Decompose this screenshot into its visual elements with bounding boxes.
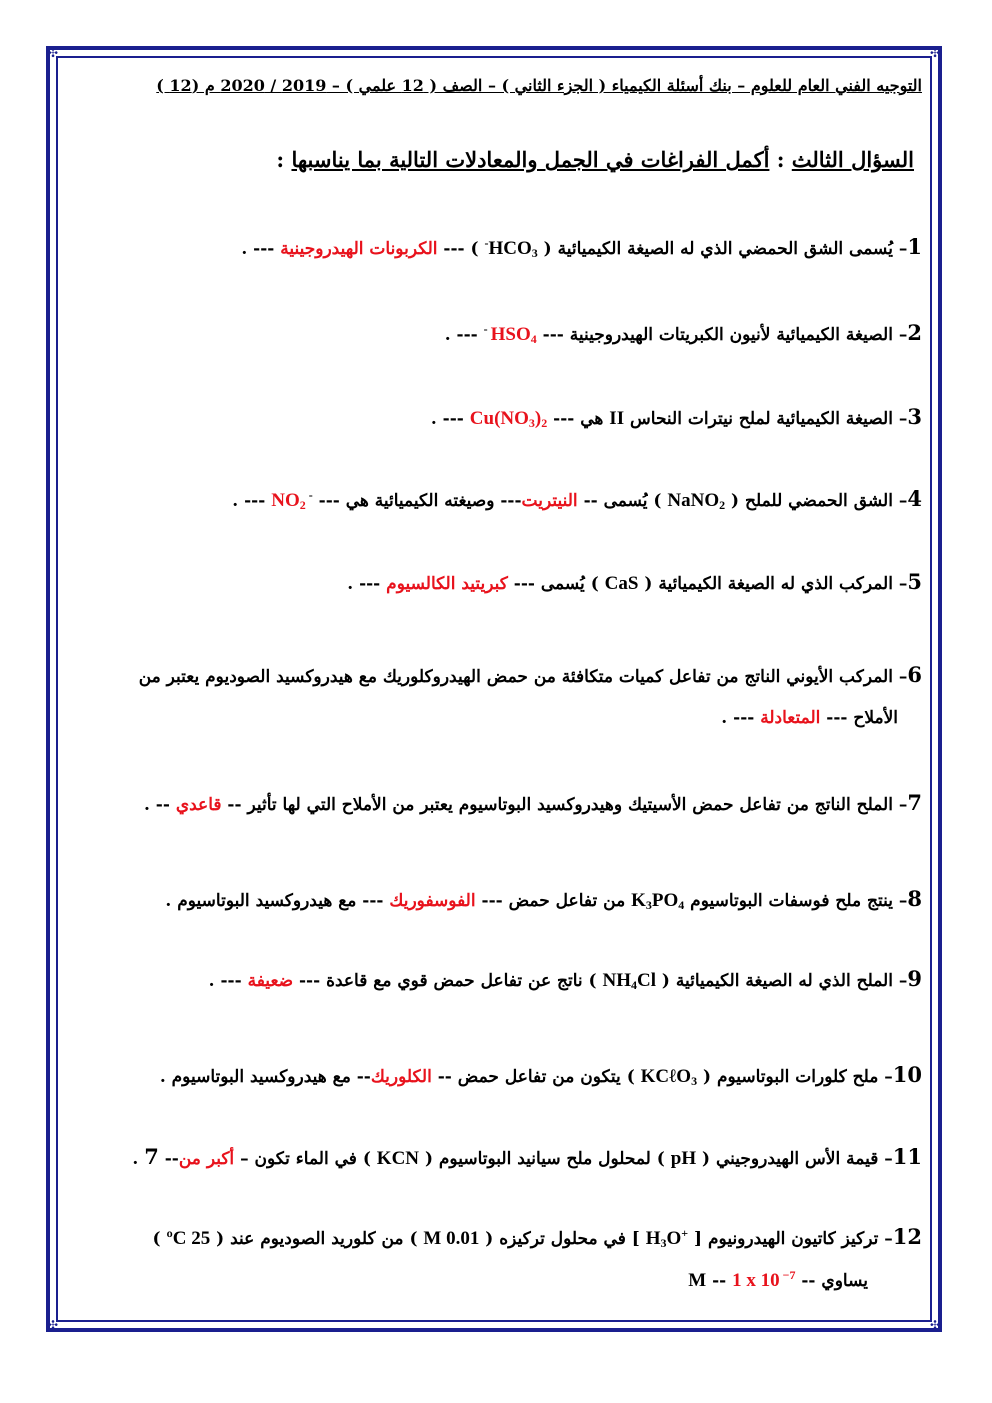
answer: المتعادلة: [760, 708, 821, 728]
item-6-line-2: الأملاح --- المتعادلة --- .: [721, 708, 898, 728]
item-2: 2– الصيغة الكيميائية لأنيون الكبريتات الهيدروجينية --- $HSO_4$ - --- .: [444, 320, 922, 346]
question-label: السؤال الثالث: [791, 147, 914, 172]
corner-ornament-icon: ✣: [929, 46, 941, 60]
item-12: 12– تركيز كاتيون الهيدرونيوم [ $H_3O^+$ ] في محلول تركيزه ( 0.01 M ) من كلوريد الصوديوم عند ( 25 ºC ): [152, 1224, 922, 1250]
item-8: 8– ينتج ملح فوسفات البوتاسيوم $K_3PO_4$ من تفاعل حمض --- الفوسفوريك --- مع هيدروكسيد البوتاسيوم .: [165, 886, 922, 912]
page-content: [70, 72, 922, 1291]
answer: الفوسفوريك: [389, 891, 476, 911]
item-5: 5– المركب الذي له الصيغة الكيميائية ( CaS ) يُسمى --- كبريتيد الكالسيوم --- .: [347, 569, 922, 594]
corner-ornament-icon: ✣: [929, 1318, 941, 1332]
corner-ornament-icon: ✣: [47, 1318, 59, 1332]
item-12-line-2: يساوي -- 1 x 10 $^{-7}$ -- M: [688, 1268, 868, 1291]
page-header: التوجيه الفني العام للعلوم – بنك أسئلة الكيمياء ( الجزء الثاني ) – الصف ( 12 علمي ) – 2019 / 2020 م (12 ): [156, 76, 922, 95]
answer: 1 x 10: [732, 1270, 780, 1291]
answer: $Cu(NO_3)_2$: [469, 408, 548, 430]
item-11: 11– قيمة الأس الهيدروجيني ( pH ) لمحلول ملح سيانيد البوتاسيوم ( KCN ) في الماء تكون – أكبر من-- 7 .: [132, 1144, 922, 1169]
question-instruction: أكمل الفراغات في الجمل والمعادلات التالية بما يناسبها: [291, 147, 770, 172]
answer: قاعدي: [175, 795, 222, 815]
answer: ضعيفة: [247, 971, 294, 991]
corner-ornament-icon: ✣: [47, 46, 59, 60]
item-1: 1– يُسمى الشق الحمضي الذي له الصيغة الكيميائية ( $HCO_3^-$ ) --- الكربونات الهيدروجينية --- .: [241, 234, 922, 260]
item-6: 6– المركب الأيوني الناتج من تفاعل كميات متكافئة من حمض الهيدروكلوريك مع هيدروكسيد الصوديوم يعتبر من: [138, 662, 922, 687]
item-7: 7– الملح الناتج من تفاعل حمض الأسيتيك وهيدروكسيد البوتاسيوم يعتبر من الأملاح التي لها تأثير -- قاعدي -- .: [143, 790, 922, 815]
answer: الكلوريك: [370, 1067, 432, 1087]
question-title: السؤال الثالث : أكمل الفراغات في الجمل والمعادلات التالية بما يناسبها :: [276, 147, 914, 172]
answer: HSO: [490, 324, 531, 345]
answer: الكربونات الهيدروجينية: [280, 239, 438, 259]
answer: كبريتيد الكالسيوم: [386, 574, 508, 594]
item-3: 3– الصيغة الكيميائية لملح نيترات النحاس II هي --- $Cu(NO_3)_2$ --- .: [430, 404, 922, 430]
answer: أكبر من: [178, 1149, 235, 1169]
item-9: 9– الملح الذي له الصيغة الكيميائية ( $NH_4Cl$ ) ناتج عن تفاعل حمض قوي مع قاعدة --- ضعيفة --- .: [208, 966, 922, 992]
answer: النيتريت: [521, 491, 578, 511]
item-10: 10– ملح كلورات البوتاسيوم ( KCℓO$_3$ ) يتكون من تفاعل حمض -- الكلوريك-- مع هيدروكسيد البوتاسيوم .: [159, 1062, 922, 1088]
item-4: 4– الشق الحمضي للملح ( NaNO$_2$ ) يُسمى -- النيتريت--- وصيغته الكيميائية هي --- $NO_2$ - --- .: [232, 486, 922, 512]
